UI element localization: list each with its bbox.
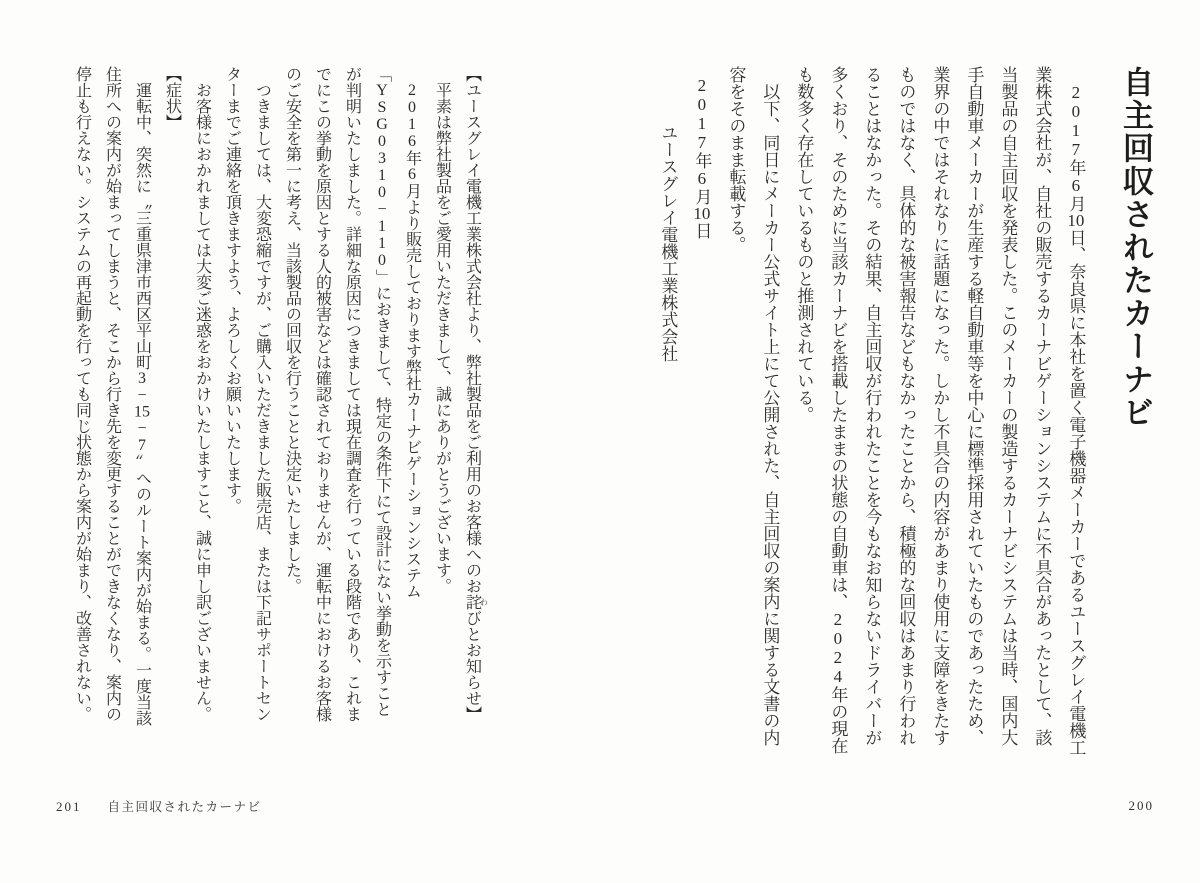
notice-paragraph-2: 2016年6月より販売しております弊社カーナビゲーションシステム「YSG0310−110」におきまして、特定の条件下にて設計にない挙動を示すことが判明いたしました。詳細な原因につきましては現在調査を行っている段階であり、これまでにこの挙動を原因とする人的被害などは確認されておりませんが、運転中におけるお客様のご安全を第一に考え、当該製品の回収を行うことと決定いたしました。 — [283, 66, 421, 722]
ruby-base: 詫 — [463, 594, 481, 610]
symptom-paragraph — [67, 66, 157, 726]
notice-heading-text: びとお知らせ】 — [463, 610, 481, 722]
notice-paragraph-3: つきましては、大変恐縮ですが、ご購入いただきました販売店、または下記サポートセンターまでご連絡を頂きますよう、よろしくお願いいたします。 — [223, 66, 271, 722]
notice-heading — [457, 66, 489, 726]
symptom-text: 運転中、突然に〝三重県津市西区平山町3− — [133, 82, 151, 404]
paragraph-text: 日、奈良県に本社を置く電子機器メーカーであるユースグレイ電機工業株式会社が、自社の販売するカーナビゲーションシステムに不具合があったとして、該当製品の自主回収を発表した。このメーカーの製造するカーナビシステムは当時、国内大手自動車メーカーが生産する軽自動車等を中心に標準採用されていたものであったため、業界の中ではそれなりに話題になった。しかし不具合の内容があまり使用に支障をきたすものではなく、具体的な被害報告などもなかったことから、積極的な回収はあまり行われることはなかった。その結果、自主回収が行われたことを今もなお知らないドライバーが多くおり、そのために当該カーナビを搭載したままの状態の自動車は、2024年の現在も数多く存在しているものと推測されている。 — [794, 66, 1086, 756]
page-201-footer — [56, 797, 262, 815]
notice-paragraph-4: お客様におかれましては大変ご迷惑をおかけいたしますこと、誠に申し訳ございません。 — [193, 82, 211, 722]
chapter-title: 自主回収されたカーナビ — [1118, 66, 1153, 429]
body-paragraph-2: 以下、同日にメーカー公式サイト上にて公開された、自主回収の案内に関する文書の内容をそのまま転載する。 — [726, 66, 780, 746]
page-200-footer — [1129, 797, 1155, 815]
body-paragraph-1 — [786, 66, 1092, 760]
company-signature: ユースグレイ電機工業株式会社 — [658, 123, 678, 362]
tatechuyoko-day: 10 — [693, 205, 711, 223]
page-200 — [600, 0, 1200, 883]
notice-paragraph-1: 平素は弊社製品をご愛用いただきまして、誠にありがとうございます。 — [433, 82, 451, 594]
tatechuyoko-day: 10 — [1067, 212, 1085, 229]
tatechuyoko-address: 15 — [134, 404, 150, 420]
page-200-body — [650, 66, 1160, 760]
page-number-201: 201 — [56, 799, 82, 814]
page-201-body — [67, 66, 489, 726]
document-date-line — [684, 66, 718, 760]
running-title: 自主回収されたカーナビ — [107, 800, 262, 814]
furigana-ruby — [463, 594, 489, 610]
ruby-text: わ — [479, 594, 489, 610]
symptom-text: −7〟へのルート案内が始まる。一度当該住所への案内が始まってしまうと、そこから行き先を変更することができなくなり、案内の停止も行えない。システムの再起動を行っても同じ状態から案内が始まり、改善されない。 — [73, 66, 151, 726]
date-text: 2017年6月 — [692, 76, 712, 206]
page-number-200: 200 — [1128, 798, 1154, 813]
paragraph-text: 2017年6月 — [1066, 83, 1086, 212]
notice-heading-text: 【ユースグレイ電機工業株式会社より、弊社製品をご利用のお客様へのお — [463, 66, 481, 594]
date-text: 日 — [692, 222, 712, 240]
symptom-heading: 【症状】 — [163, 66, 181, 130]
